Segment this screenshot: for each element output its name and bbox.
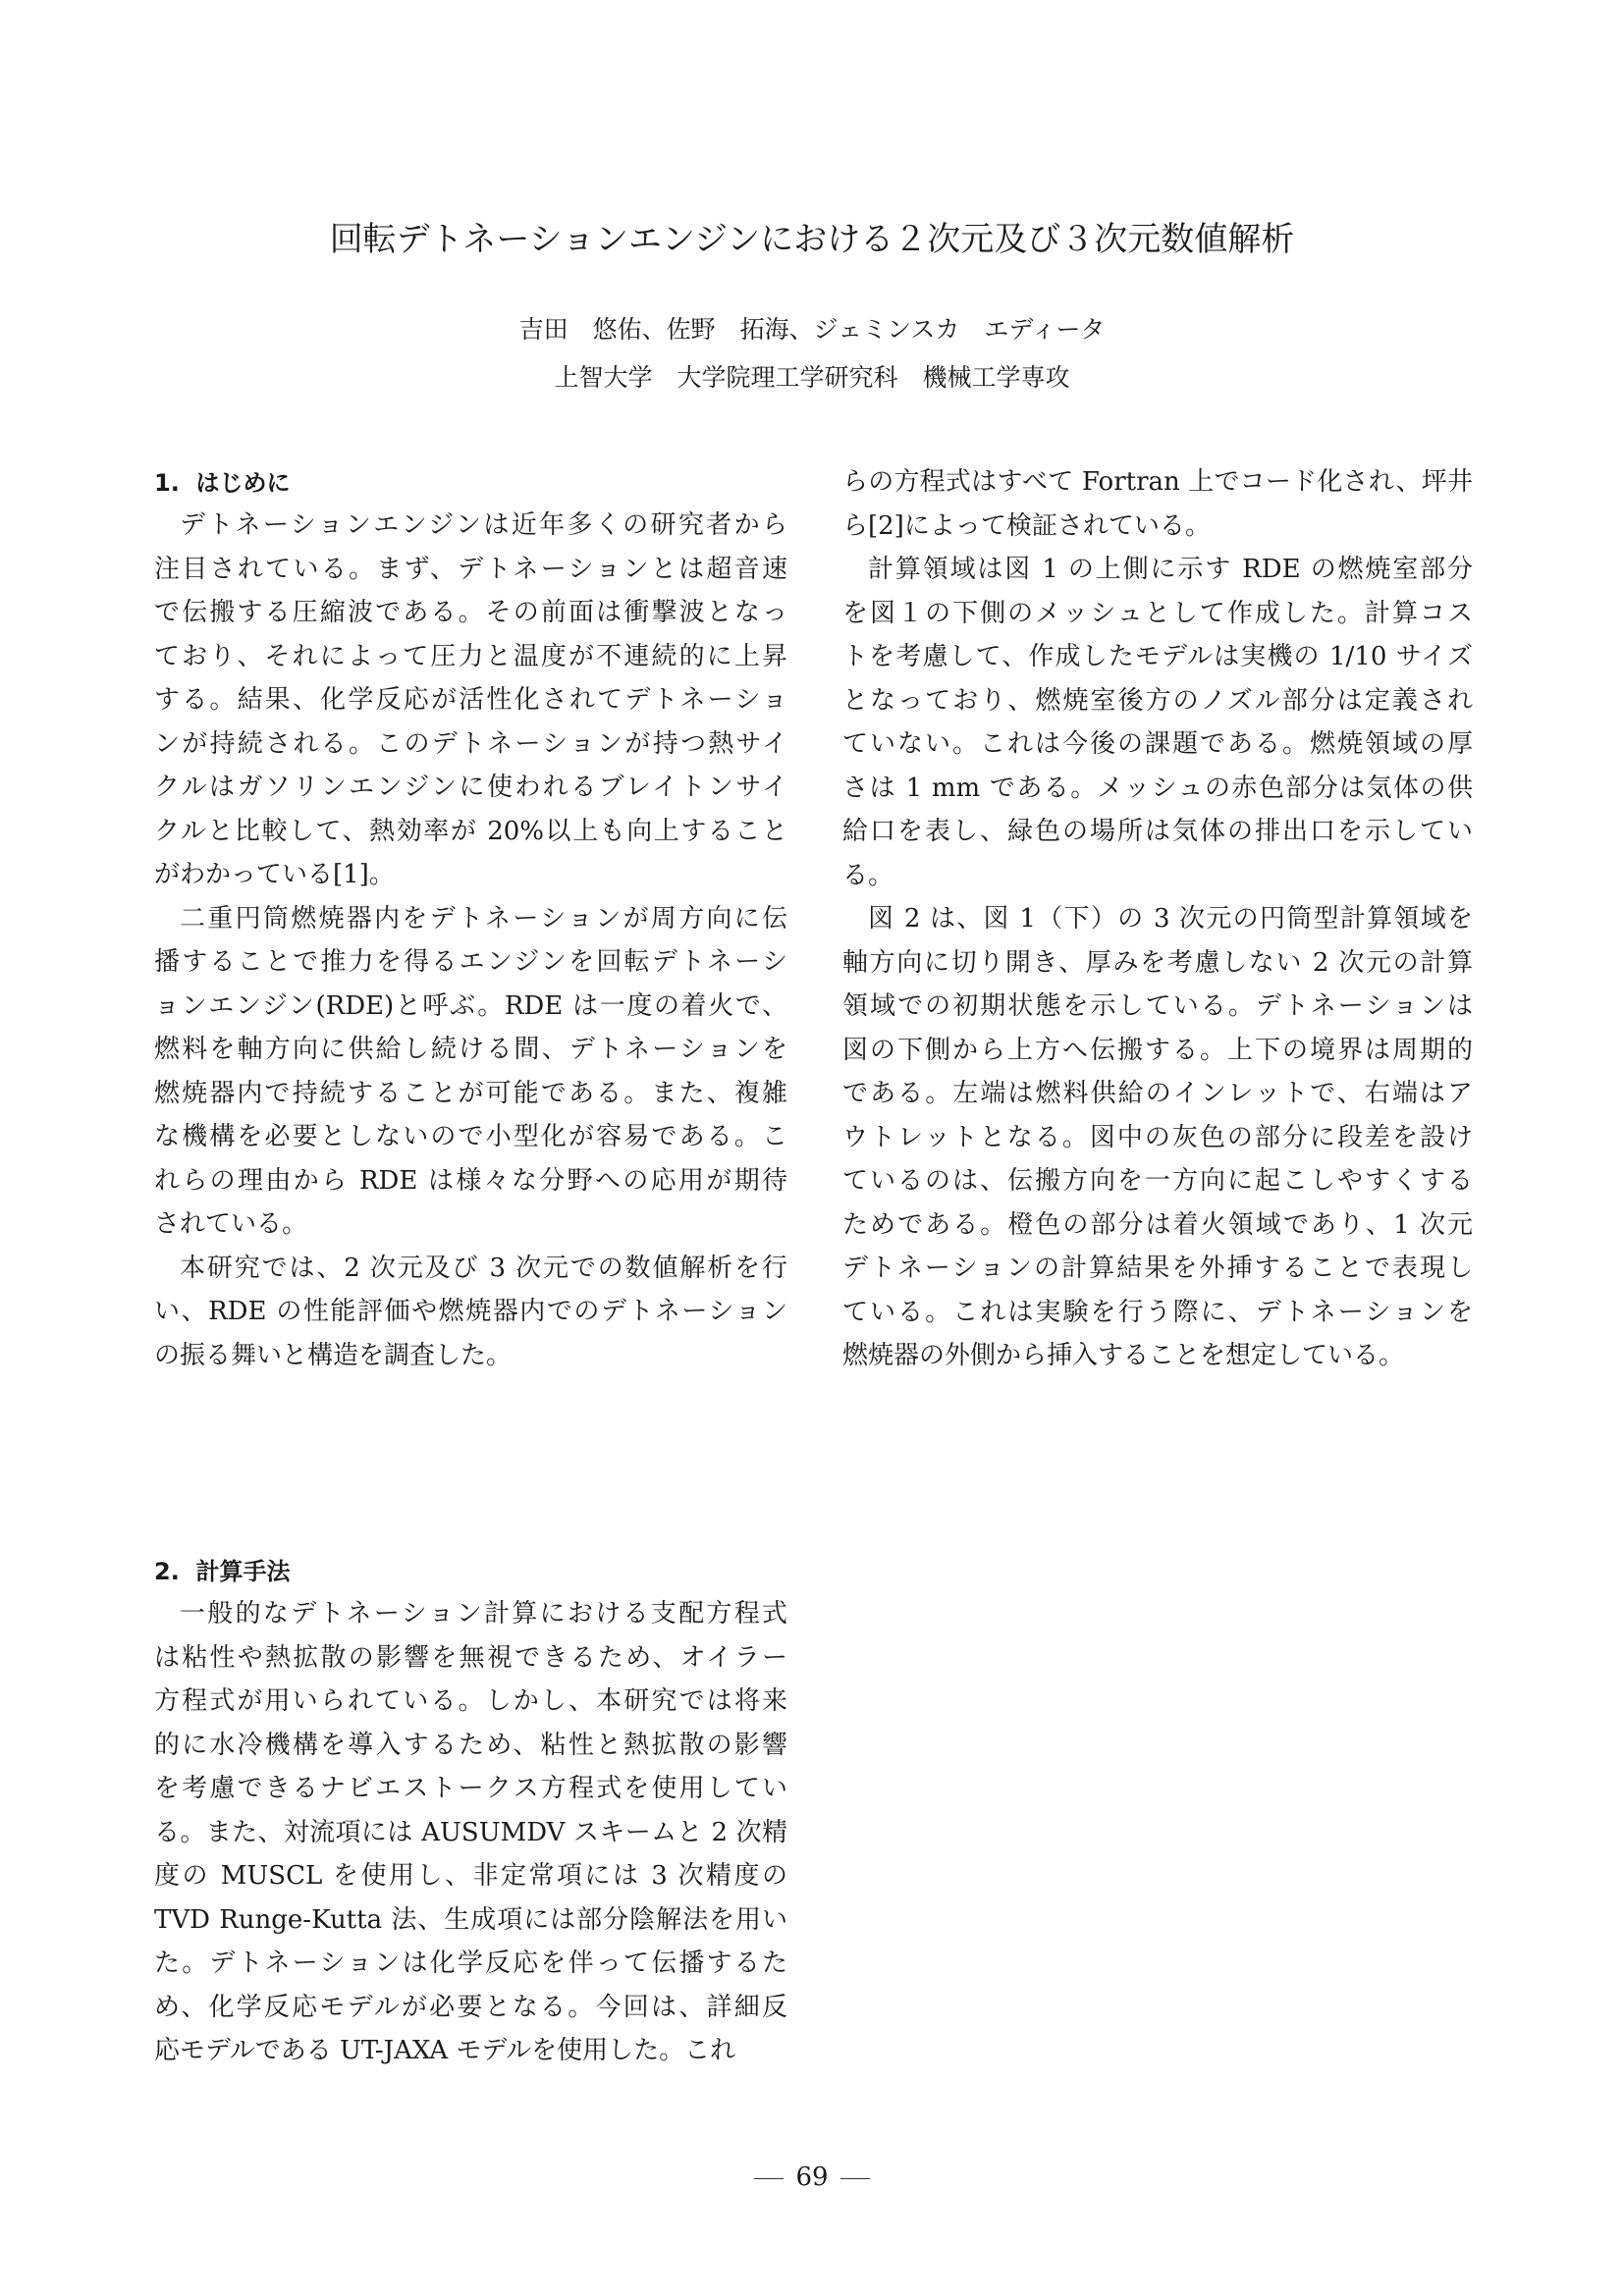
paragraph	[842, 460, 1473, 548]
text-line: 軸方向に切り開き、厚みを考慮しない 2 次元の計算	[842, 947, 1473, 978]
text-line: ョンエンジン(RDE)と呼ぶ。RDE は一度の着火で、	[154, 990, 787, 1021]
paragraph	[154, 897, 787, 1247]
text-line: ており、それによって圧力と温度が不連続的に上昇	[154, 641, 787, 671]
text-line: である。左端は燃料供給のインレットで、右端はア	[842, 1079, 1473, 1108]
authors: 吉田 悠佑、佐野 拓海、ジェミンスカ エディータ	[518, 315, 1106, 344]
text-line: 播することで推力を得るエンジンを回転デトネーシ	[154, 947, 787, 977]
text-line: 領域での初期状態を示している。デトネーションは	[842, 991, 1473, 1021]
text-line: 燃料を軸方向に供給し続ける間、デトネーションを	[154, 1035, 787, 1064]
text-line: デトネーションの計算結果を外挿することで表現し	[842, 1254, 1473, 1283]
text-line: ンが持続される。このデトネーションが持つ熱サイ	[154, 728, 787, 759]
section-heading-introduction: 1. はじめに	[154, 469, 291, 497]
text-line: を考慮できるナビエストークス方程式を使用してい	[154, 1774, 787, 1803]
text-line: 給口を表し、緑色の場所は気体の排出口を示してい	[842, 817, 1473, 846]
text-line: で伝搬する圧縮波である。その前面は衝撃波となっ	[154, 598, 787, 627]
paragraph	[154, 1592, 787, 2073]
paragraph	[154, 1247, 787, 1378]
text-line: ている。これは実験を行う際に、デトネーションを	[842, 1297, 1473, 1327]
text-line: 応モデルである UT-JAXA モデルを使用した。これ	[154, 2036, 736, 2065]
text-line: 燃焼器内で持続することが可能である。また、複雑	[154, 1078, 787, 1108]
paragraph	[842, 548, 1473, 897]
text-line: 度の MUSCL を使用し、非定常項には 3 次精度の	[154, 1861, 787, 1891]
text-line: 燃焼器の外側から挿入することを想定している。	[842, 1341, 1405, 1370]
paper-title: 回転デトネーションエンジンにおける２次元及び３次元数値解析	[329, 220, 1295, 259]
text-line: た。デトネーションは化学反応を伴って伝播するた	[154, 1949, 787, 1978]
page-number-dash-left	[754, 2178, 784, 2179]
page-number-value: 69	[795, 2163, 829, 2192]
page-number-dash-right	[840, 2178, 870, 2179]
text-line: 計算領域は図 1 の上側に示す RDE の燃焼室部分	[868, 555, 1473, 584]
text-line: クルはガソリンエンジンに使われるブレイトンサイ	[154, 773, 787, 802]
text-line: ていない。これは今後の課題である。燃焼領域の厚	[842, 729, 1473, 759]
text-line: 方程式が用いられている。しかし、本研究では将来	[154, 1686, 787, 1716]
paragraph	[842, 897, 1473, 1378]
text-line: TVD Runge-Kutta 法、生成項には部分陰解法を用い	[154, 1904, 787, 1935]
text-line: トを考慮して、作成したモデルは実機の 1/10 サイズ	[842, 642, 1473, 671]
text-line: い、RDE の性能評価や燃焼器内でのデトネーション	[154, 1297, 787, 1326]
text-line: 二重円筒燃焼器内をデトネーションが周方向に伝	[180, 903, 787, 934]
right-column-body	[842, 460, 1473, 1378]
text-line: さは 1 mm である。メッシュの赤色部分は気体の供	[842, 773, 1473, 803]
text-line: る。	[842, 860, 894, 890]
text-line: デトネーションエンジンは近年多くの研究者から	[180, 510, 787, 540]
text-line: 本研究では、2 次元及び 3 次元での数値解析を行	[180, 1253, 787, 1283]
section-introduction-body	[154, 504, 787, 1377]
section-method-body	[154, 1592, 787, 2073]
affiliation: 上智大学 大学院理工学研究科 機械工学専攻	[554, 363, 1070, 392]
text-line: ウトレットとなる。図中の灰色の部分に段差を設け	[842, 1122, 1473, 1152]
paragraph	[154, 504, 787, 897]
text-line: がわかっている[1]。	[154, 860, 395, 889]
text-line: な機構を必要としないので小型化が容易である。こ	[154, 1122, 787, 1151]
text-line: となっており、燃焼室後方のノズル部分は定義され	[842, 685, 1473, 716]
text-line: 的に水冷機構を導入するため、粘性と熱拡散の影響	[154, 1730, 787, 1760]
section-heading-method: 2. 計算手法	[154, 1558, 291, 1585]
text-line: ら[2]によって検証されている。	[842, 510, 1211, 541]
text-line: を図１の下側のメッシュとして作成した。計算コス	[842, 598, 1473, 628]
text-line: 図 2 は、図 1（下）の 3 次元の円筒型計算領域を	[868, 904, 1473, 934]
text-line: 図の下側から上方へ伝搬する。上下の境界は周期的	[842, 1035, 1473, 1065]
text-line: クルと比較して、熱効率が 20%以上も向上すること	[154, 816, 787, 846]
text-line: する。結果、化学反応が活性化されてデトネーショ	[154, 685, 787, 715]
text-line: 一般的なデトネーション計算における支配方程式	[180, 1599, 787, 1629]
text-line: め、化学反応モデルが必要となる。今回は、詳細反	[154, 1992, 787, 2022]
text-line: れらの理由から RDE は様々な分野への応用が期待	[154, 1165, 787, 1196]
page-number	[0, 2163, 1624, 2192]
text-line: る。また、対流項には AUSUMDV スキームと 2 次精	[154, 1817, 787, 1847]
text-line: の振る舞いと構造を調査した。	[154, 1340, 513, 1370]
text-line: ためである。橙色の部分は着火領域であり、1 次元	[842, 1209, 1473, 1240]
text-line: らの方程式はすべて Fortran 上でコード化され、坪井	[842, 467, 1473, 497]
text-line: ているのは、伝搬方向を一方向に起こしやすくする	[842, 1166, 1473, 1196]
text-line: 注目されている。まず、デトネーションとは超音速	[154, 554, 787, 584]
text-line: は粘性や熱拡散の影響を無視できるため、オイラー	[154, 1642, 787, 1673]
text-line: されている。	[154, 1209, 308, 1239]
